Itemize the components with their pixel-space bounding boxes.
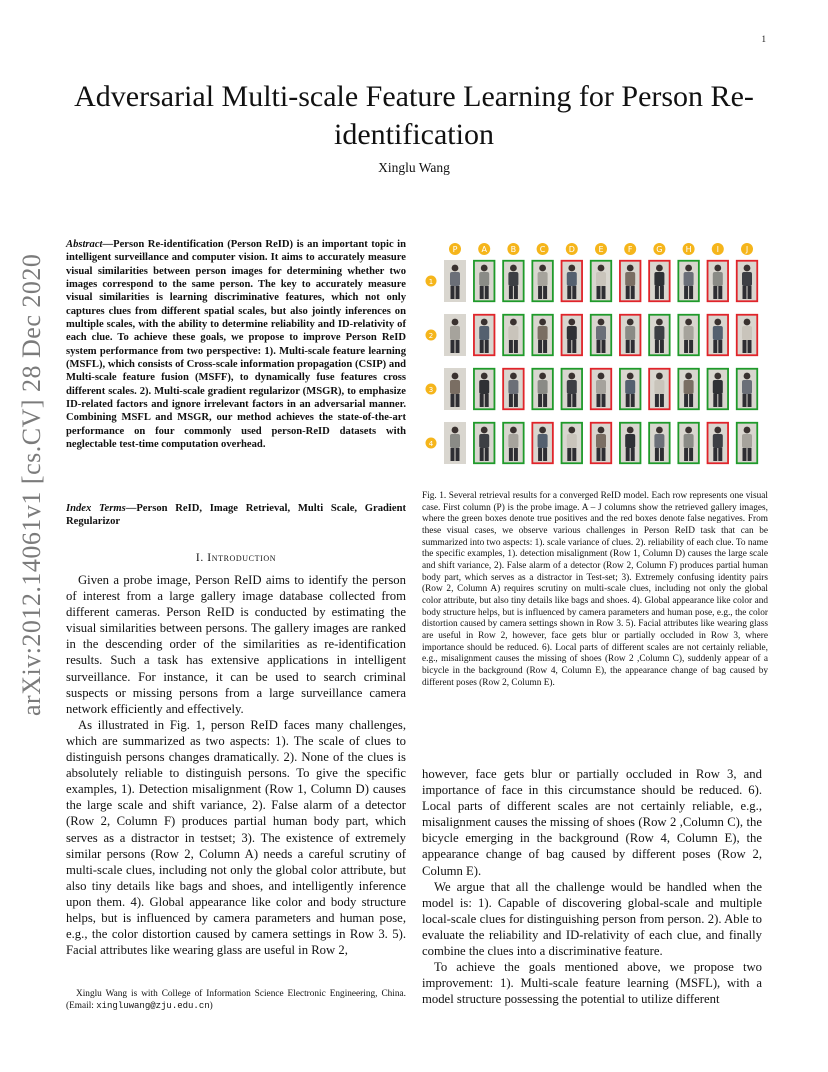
true-positive-image — [678, 260, 700, 302]
row-label-text: 1 — [428, 278, 434, 286]
column-label-B — [507, 243, 519, 255]
column-label-C — [537, 243, 549, 255]
abstract-lead: Abstract — [66, 239, 103, 250]
false-negative-image — [648, 368, 670, 410]
false-negative-image — [590, 422, 612, 464]
probe-image — [444, 260, 466, 302]
false-negative-image — [590, 368, 612, 410]
row-label-text: 2 — [428, 332, 434, 340]
true-positive-image — [619, 368, 641, 410]
body-paragraph-argue: We argue that all the challenge would be handled when the model is: 1). Capable of discovering global-scale and multiple local-scale clues for distinguishing person from person. 2). Able to evaluate the reliability and ID-relativity of each clue, and finally combine the clues into a discriminative feature. — [422, 879, 762, 959]
true-positive-image — [532, 314, 554, 356]
index-terms-text: —Person ReID, Image Retrieval, Multi Scale, Gradient Regularizor — [66, 503, 406, 528]
probe-image — [444, 422, 466, 464]
footnote-email[interactable]: xingluwang@zju.edu.cn — [96, 1001, 210, 1011]
true-positive-image — [532, 260, 554, 302]
row-label-2 — [426, 330, 437, 341]
column-label-F — [624, 243, 636, 255]
true-positive-image — [473, 260, 495, 302]
figure-1-retrieval-grid — [424, 238, 766, 468]
true-positive-image — [473, 368, 495, 410]
column-label-D — [566, 243, 578, 255]
column-label-text: E — [598, 245, 604, 254]
column-label-text: G — [656, 245, 663, 254]
true-positive-image — [648, 314, 670, 356]
column-label-text: H — [685, 245, 692, 254]
false-negative-image — [736, 260, 758, 302]
true-positive-image — [561, 422, 583, 464]
row-label-4 — [426, 438, 437, 449]
column-label-G — [653, 243, 665, 255]
false-negative-image — [561, 314, 583, 356]
false-negative-image — [561, 260, 583, 302]
column-label-text: F — [627, 245, 633, 254]
false-negative-image — [619, 260, 641, 302]
true-positive-image — [502, 260, 524, 302]
author-name: Xinglu Wang — [378, 160, 450, 175]
false-negative-image — [473, 314, 495, 356]
index-terms-lead: Index Terms — [66, 503, 126, 514]
abstract — [66, 238, 406, 452]
column-label-text: P — [452, 245, 458, 254]
column-label-A — [478, 243, 490, 255]
intro-paragraph-1: Given a probe image, Person ReID aims to identify the person of interest from a large gallery image database collected from different cameras. Person ReID is conducted by estimating the visual similarities between persons. The gallery images are ranked in the descending order of the similarities as re-identification results. Such a task has extensive applications in intelligent surveillance. For instance, it can be used to search criminal suspects or missing persons from a large surveillance camera network efficiently and effectively. — [66, 573, 406, 716]
probe-image — [444, 368, 466, 410]
body-paragraph-continued: however, face gets blur or partially occluded in Row 3, and importance of face in this circumstance should be reduced. 6). Local parts of different scales are not certainly reliable, e.g., misalignment causes the missing of shoes (Row 2 ,Column C), the bicycle emerging in the background (Row 4, Column E), the appearance change of bag caused by different poses (Row 2, Column E). — [422, 767, 762, 878]
true-positive-image — [678, 368, 700, 410]
column-label-E — [595, 243, 607, 255]
false-negative-image — [736, 314, 758, 356]
arxiv-stamp: arXiv:2012.14061v1 [cs.CV] 28 Dec 2020 — [17, 253, 46, 716]
false-negative-image — [502, 368, 524, 410]
column-label-text: J — [745, 245, 749, 254]
true-positive-image — [619, 422, 641, 464]
right-column-body — [422, 766, 762, 1007]
row-label-1 — [426, 276, 437, 287]
figure-1-caption: Fig. 1. Several retrieval results for a converged ReID model. Each row represents one visual case. First column (P) is the probe image. A – J columns show the retrieved gallery images, where the green boxes denote true positives and the red boxes denote false negatives. From these visual cases, we observe various challenges in Person ReID task that can be summarized into two aspects: 1). scale variance of clues. 2). reliability of each clue. To name the specific examples, 1). detection misalignment (Row 1, Column D) causes the large scale and shift variance, 2). False alarm of a detector (Row 2, Column F) produces partial human body part, which serves as a distractor in Test-set; 3). Extremely confusing identity pairs (Row 2, Column A) requires scrutiny on multi-scale clues, including not only the global color attribute, but also tiny details like bags and shoes. 4). Global appearance like color and body structure helps, but is influenced by camera parameters and human pose, e.g., the color distortion caused by camera settings shown in Row 3. 5). Facial attributes like wearing glass are useful in Row 2, however, face gets blur or partially occluded in Row 3, where importance should be reduced. 6). Local parts of different scales are not certainly reliable, e.g., misalignment causes the missing of shoes (Row 2 ,Column C), suddenly appear of a bicycle in the background (Row 4, Column E), the appearance change of bag caused by different poses (Row 2, Column E). — [422, 491, 768, 688]
column-label-text: C — [539, 245, 546, 254]
true-positive-image — [561, 368, 583, 410]
true-positive-image — [648, 422, 670, 464]
true-positive-image — [678, 314, 700, 356]
section-heading: I. Introduction — [195, 552, 277, 564]
false-negative-image — [707, 422, 729, 464]
true-positive-image — [590, 260, 612, 302]
false-negative-image — [532, 422, 554, 464]
footnote-text: Xinglu Wang is with College of Information Science Electronic Engineering, China. (Email: — [66, 989, 406, 1011]
true-positive-image — [590, 314, 612, 356]
index-terms — [66, 502, 406, 529]
page-number: 1 — [761, 34, 766, 44]
false-negative-image — [648, 260, 670, 302]
column-label-J — [741, 243, 753, 255]
true-positive-image — [736, 368, 758, 410]
true-positive-image — [532, 368, 554, 410]
row-label-text: 4 — [428, 440, 434, 448]
true-positive-image — [473, 422, 495, 464]
column-label-text: D — [568, 245, 575, 254]
author-footnote — [66, 988, 406, 1012]
abstract-text: —Person Re-identification (Person ReID) is an important topic in intelligent surveillance and computer vision. It aims to accurately measure visual similarities between person images for determining whether two images correspond to the same person. The key to accurately measure visual similarities is learning discriminative features, which not only captures clues from different spatial scales, but also jointly inferences on multiple scales, with the ability to determine reliability and ID-relativity of each clue. To achieve these goals, we propose to improve Person ReID system performance from two perspective: 1). Multi-scale feature learning (MSFL), which consists of Cross-scale information propagation (CSIP) and Multi-scale feature fusion (MSFF), to dynamically fuse features cross different scales. 2). Multi-scale gradient regularizor (MSGR), to emphasize ID-related factors and ignore irrelevant factors in an adversarial manner. Combining MSFL and MSGR, our method achieves the state-of-the-art performance on four commonly used person-ReID datasets with neglectable test-time computation overhead. — [66, 239, 406, 451]
column-label-text: B — [510, 245, 517, 254]
true-positive-image — [502, 422, 524, 464]
row-label-3 — [426, 384, 437, 395]
intro-paragraph-2: As illustrated in Fig. 1, person ReID faces many challenges, which are summarized as two aspects: 1). The scale of clues to distinguish persons changes dramatically. 2). None of the clues is absolutely reliable to distinguish persons. To give the specific examples, 1). Detection misalignment (Row 1, Column D) causes the large scale and shift variance, 2). False alarm of a detector (Row 2, Column F) produces partial human body part, which serves as a distractor in testset; 3). The existence of extremely similar persons (Row 2, Column A) needs a careful scrutiny of multi-scale clues, including not only the global color attribute, but also tiny details like bags and shoes, and intelligently inference upon them. 4). Global appearance like color and body structure helps, but is influenced by camera parameters and human pose, e.g., the color distortion caused by camera settings in Row 3. 5). Facial attributes like wearing glass are useful in Row 2, — [66, 717, 406, 958]
column-label-text: A — [481, 245, 487, 254]
true-positive-image — [502, 314, 524, 356]
true-positive-image — [707, 368, 729, 410]
left-column-body — [66, 572, 406, 958]
column-label-H — [683, 243, 695, 255]
column-label-text: I — [716, 245, 719, 254]
row-label-text: 3 — [428, 386, 434, 394]
column-label-P — [449, 243, 461, 255]
false-negative-image — [707, 260, 729, 302]
false-negative-image — [619, 314, 641, 356]
column-label-I — [712, 243, 724, 255]
true-positive-image — [678, 422, 700, 464]
body-paragraph-goals: To achieve the goals mentioned above, we propose two improvement: 1). Multi-scale feature learning (MSFL), with a model structure possessing the potential to utilize different — [422, 960, 762, 1007]
true-positive-image — [736, 422, 758, 464]
false-negative-image — [707, 314, 729, 356]
probe-image — [444, 314, 466, 356]
paper-title: Adversarial Multi-scale Feature Learning for Person Re-identification — [74, 80, 754, 151]
footnote-close: ) — [209, 1001, 213, 1011]
